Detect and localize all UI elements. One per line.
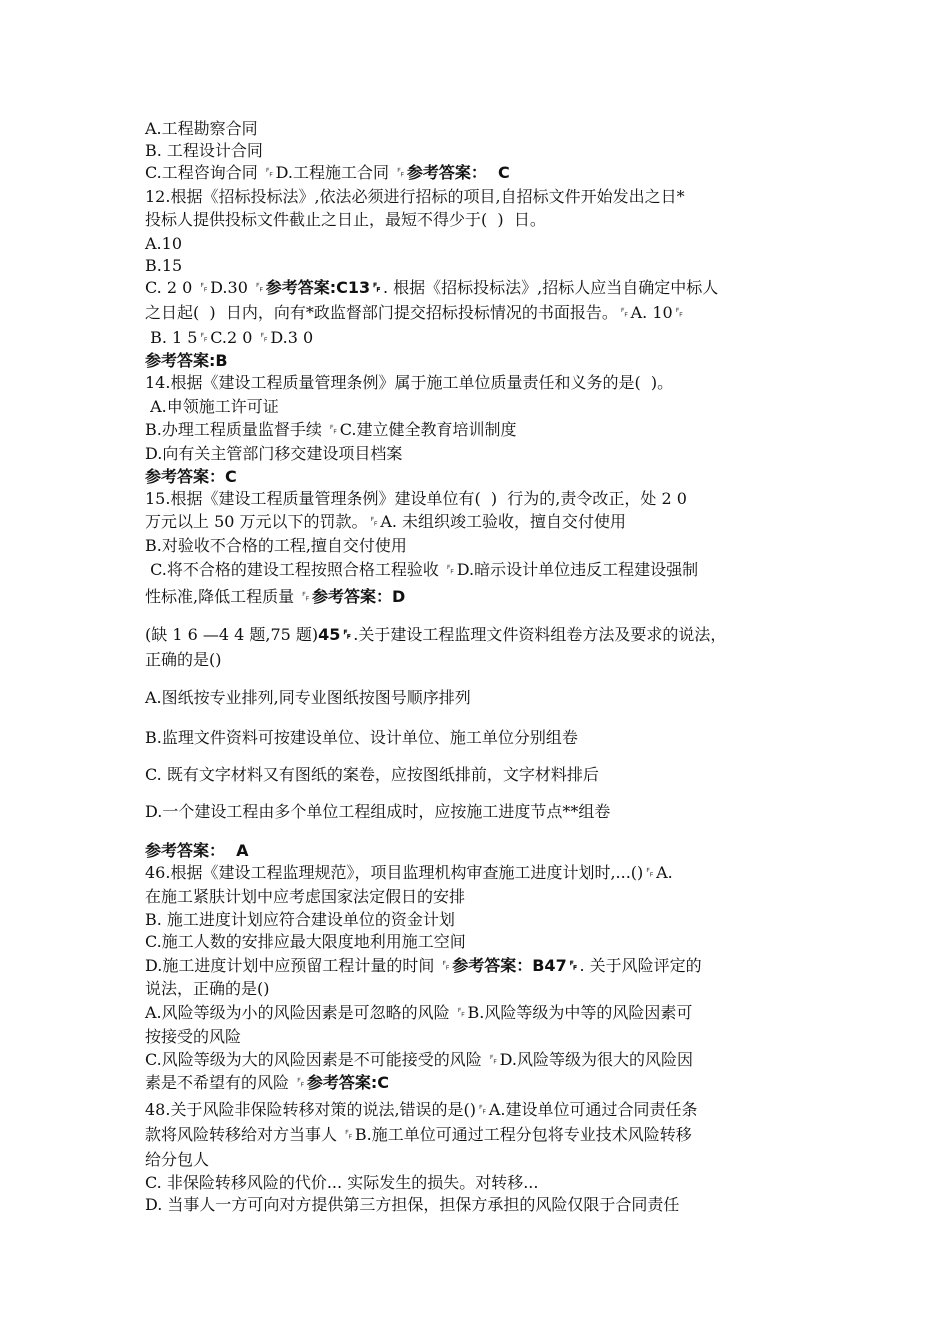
text-line (145, 162, 510, 184)
line-text: 48.关于风险非保险转移对策的说法,错误的是()␌A.建设单位可通过合同责任条 (145, 1100, 698, 1119)
text-line (145, 1172, 538, 1194)
text-line (145, 1099, 697, 1121)
line-text: B.办理工程质量监督手续 ␌C.建立健全教育培训制度 (145, 420, 517, 439)
line-text: D. 当事人一方可向对方提供第三方担保，担保方承担的风险仅限于合同责任 (145, 1195, 680, 1214)
line-text: 性标准,降低工程质量 ␌ (145, 587, 312, 606)
line-text: 万元以上 50 万元以下的罚款。␌A. 未组织竣工验收，擅自交付使用 (145, 512, 627, 531)
line-text: D.向有关主管部门移交建设项目档案 (145, 444, 403, 463)
line-text: B.监理文件资料可按建设单位、设计单位、施工单位分别组卷 (145, 728, 578, 747)
text-line (145, 687, 471, 709)
line-text: C.风险等级为大的风险因素是不可能接受的风险 ␌D.风险等级为很大的风险因 (145, 1050, 693, 1069)
text-line (145, 1049, 693, 1071)
text-line (145, 727, 578, 749)
line-text: C. 2 0 ␌D.30 ␌ (145, 278, 266, 297)
text-line (145, 396, 279, 418)
line-text: C.将不合格的建设工程按照合格工程验收 ␌D.暗示设计单位违反工程建设强制 (145, 560, 699, 579)
line-text: C. 非保险转移风险的代价... 实际发生的损失。对转移... (145, 1173, 539, 1192)
text-line (145, 118, 258, 140)
text-line (145, 372, 673, 394)
line-text: B. 施工进度计划应符合建设单位的资金计划 (145, 910, 455, 929)
text-line (145, 466, 237, 488)
text-line (145, 488, 687, 510)
text-line (145, 1072, 389, 1094)
answer-label: 参考答案： A (145, 841, 249, 860)
answer-label: 参考答案： C (406, 163, 510, 182)
text-line (145, 862, 673, 884)
line-text: 之日起( ) 日内，向有*政监督部门提交招标投标情况的书面报告。␌A. 10␌ (145, 303, 686, 322)
line-text: D.一个建设工程由多个单位工程组成时，应按施工进度节点**组卷 (145, 802, 611, 821)
text-line (145, 931, 466, 953)
line-text-continued: . 关于风险评定的 (579, 956, 702, 975)
text-line (145, 955, 702, 977)
text-line (145, 586, 405, 608)
answer-label: 参考答案：B47␌ (452, 956, 580, 975)
text-line (145, 511, 626, 533)
line-text: 按接受的风险 (145, 1027, 242, 1046)
line-text: A.10 (145, 234, 182, 253)
text-line (145, 443, 402, 465)
line-text: C.工程咨询合同 ␌D.工程施工合同 ␌ (145, 163, 407, 182)
line-text: (缺 1 6 —4 4 题,75 题) (145, 625, 319, 644)
text-line (145, 801, 610, 823)
text-line (145, 1149, 209, 1171)
line-text: C. 既有文字材料又有图纸的案卷，应按图纸排前，文字材料排后 (145, 765, 599, 784)
line-text: B.对验收不合格的工程,擅自交付使用 (145, 536, 407, 555)
line-text: B. 工程设计合同 (145, 141, 263, 160)
line-text: 说法，正确的是() (145, 979, 270, 998)
text-line (145, 1026, 241, 1048)
text-line (145, 764, 599, 786)
text-line (145, 419, 517, 441)
line-text: 素是不希望有的风险 ␌ (145, 1073, 307, 1092)
text-line (145, 840, 249, 862)
text-line (145, 1194, 679, 1216)
line-text: 给分包人 (145, 1150, 210, 1169)
text-line (145, 1124, 692, 1146)
line-text: 正确的是() (145, 650, 222, 669)
answer-label: 参考答案:B (145, 351, 228, 370)
text-line (145, 255, 182, 277)
line-text: 12.根据《招标投标法》,依法必须进行招标的项目,自招标文件开始发出之日* (145, 187, 685, 206)
text-line (145, 209, 546, 231)
line-text: A.风险等级为小的风险因素是可忽略的风险 ␌B.风险等级为中等的风险因素可 (145, 1003, 693, 1022)
text-line (145, 624, 726, 646)
answer-label: 参考答案:C13␌ (265, 278, 383, 297)
text-line (145, 978, 270, 1000)
text-line (145, 886, 465, 908)
line-text: D.施工进度计划中应预留工程计量的时间 ␌ (145, 956, 453, 975)
line-text: A.工程勘察合同 (145, 119, 258, 138)
line-text: 14.根据《建设工程质量管理条例》属于施工单位质量责任和义务的是( )。 (145, 373, 674, 392)
line-text: A.申领施工许可证 (145, 397, 279, 416)
text-line (145, 559, 698, 581)
line-text: B.15 (145, 256, 183, 275)
line-text-continued: .关于建设工程监理文件资料组卷方法及要求的说法， (353, 625, 727, 644)
line-text: 15.根据《建设工程质量管理条例》建设单位有( ) 行为的,责令改正，处 2 0 (145, 489, 687, 508)
line-text: 46.根据《建设工程监理规范》，项目监理机构审查施工进度计划时,...()␌A. (145, 863, 673, 882)
text-line (145, 233, 182, 255)
text-line (145, 649, 222, 671)
text-line (145, 1002, 692, 1024)
line-text-continued: . 根据《招标投标法》,招标人应当自确定中标人 (382, 278, 719, 297)
text-line (145, 535, 407, 557)
answer-label: 参考答案:C (306, 1073, 390, 1092)
line-text: 投标人提供投标文件截止之日止，最短不得少于( ) 日。 (145, 210, 546, 229)
answer-label: 参考答案：D (311, 587, 406, 606)
answer-label: 参考答案：C (145, 467, 237, 486)
text-line (145, 350, 228, 372)
text-line (145, 186, 685, 208)
text-line (145, 302, 686, 324)
line-text: C.施工人数的安排应最大限度地利用施工空间 (145, 932, 466, 951)
line-text: B. 1 5␌C.2 0 ␌D.3 0 (145, 328, 314, 347)
line-text: A.图纸按专业排列,同专业图纸按图号顺序排列 (145, 688, 471, 707)
line-text: 在施工紧肤计划中应考虑国家法定假日的安排 (145, 887, 466, 906)
text-line (145, 909, 455, 931)
text-line (145, 327, 313, 349)
text-line (145, 140, 263, 162)
answer-label: 45␌ (318, 625, 354, 644)
line-text: 款将风险转移给对方当事人 ␌B.施工单位可通过工程分包将专业技术风险转移 (145, 1125, 692, 1144)
text-line (145, 277, 718, 299)
